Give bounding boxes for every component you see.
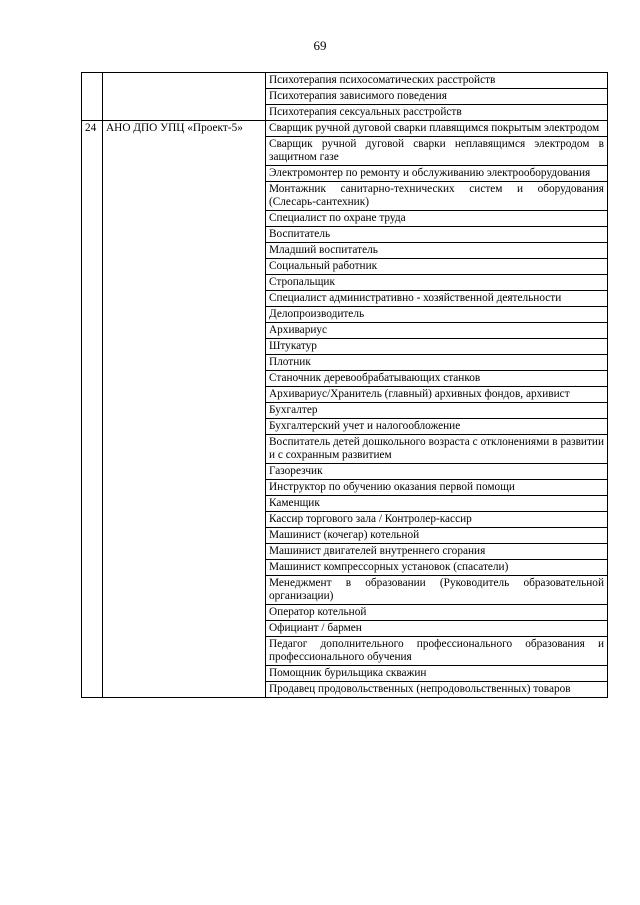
program-cell: Продавец продовольственных (непродовольственных) товаров bbox=[266, 682, 608, 698]
program-cell: Педагог дополнительного профессионального образования и профессионального обучения bbox=[266, 637, 608, 666]
program-cell: Машинист компрессорных установок (спасатели) bbox=[266, 560, 608, 576]
program-cell: Сварщик ручной дуговой сварки плавящимся покрытым электродом bbox=[266, 121, 608, 137]
program-cell: Социальный работник bbox=[266, 259, 608, 275]
program-cell: Архивариус bbox=[266, 323, 608, 339]
program-cell: Каменщик bbox=[266, 496, 608, 512]
program-cell: Станочник деревообрабатывающих станков bbox=[266, 371, 608, 387]
table-row bbox=[82, 121, 608, 137]
programs-table bbox=[81, 72, 608, 698]
program-cell: Газорезчик bbox=[266, 464, 608, 480]
program-cell: Младший воспитатель bbox=[266, 243, 608, 259]
program-cell: Инструктор по обучению оказания первой помощи bbox=[266, 480, 608, 496]
program-cell: Делопроизводитель bbox=[266, 307, 608, 323]
program-cell: Кассир торгового зала / Контролер-кассир bbox=[266, 512, 608, 528]
program-cell: Стропальщик bbox=[266, 275, 608, 291]
program-cell: Оператор котельной bbox=[266, 605, 608, 621]
organization-cell: АНО ДПО УПЦ «Проект-5» bbox=[103, 121, 266, 698]
program-cell: Воспитатель детей дошкольного возраста с отклонениями в развитии и с сохранным развитием bbox=[266, 435, 608, 464]
program-cell: Штукатур bbox=[266, 339, 608, 355]
program-cell: Электромонтер по ремонту и обслуживанию электрооборудования bbox=[266, 166, 608, 182]
program-cell: Психотерапия зависимого поведения bbox=[266, 89, 608, 105]
program-cell: Сварщик ручной дуговой сварки неплавящимся электродом в защитном газе bbox=[266, 137, 608, 166]
organization-cell bbox=[103, 73, 266, 121]
row-number-cell bbox=[82, 73, 103, 121]
program-cell: Архивариус/Хранитель (главный) архивных фондов, архивист bbox=[266, 387, 608, 403]
program-cell: Монтажник санитарно-технических систем и оборудования (Слесарь-сантехник) bbox=[266, 182, 608, 211]
program-cell: Машинист двигателей внутреннего сгорания bbox=[266, 544, 608, 560]
program-cell: Психотерапия психосоматических расстройств bbox=[266, 73, 608, 89]
page-number: 69 bbox=[313, 38, 327, 53]
program-cell: Официант / бармен bbox=[266, 621, 608, 637]
program-cell: Психотерапия сексуальных расстройств bbox=[266, 105, 608, 121]
program-cell: Машинист (кочегар) котельной bbox=[266, 528, 608, 544]
table-row bbox=[82, 73, 608, 89]
program-cell: Воспитатель bbox=[266, 227, 608, 243]
row-number-cell: 24 bbox=[82, 121, 103, 698]
program-cell: Менеджмент в образовании (Руководитель образовательной организации) bbox=[266, 576, 608, 605]
program-cell: Бухгалтерский учет и налогообложение bbox=[266, 419, 608, 435]
program-cell: Специалист административно - хозяйственной деятельности bbox=[266, 291, 608, 307]
program-cell: Специалист по охране труда bbox=[266, 211, 608, 227]
program-cell: Бухгалтер bbox=[266, 403, 608, 419]
program-cell: Помощник бурильщика скважин bbox=[266, 666, 608, 682]
program-cell: Плотник bbox=[266, 355, 608, 371]
